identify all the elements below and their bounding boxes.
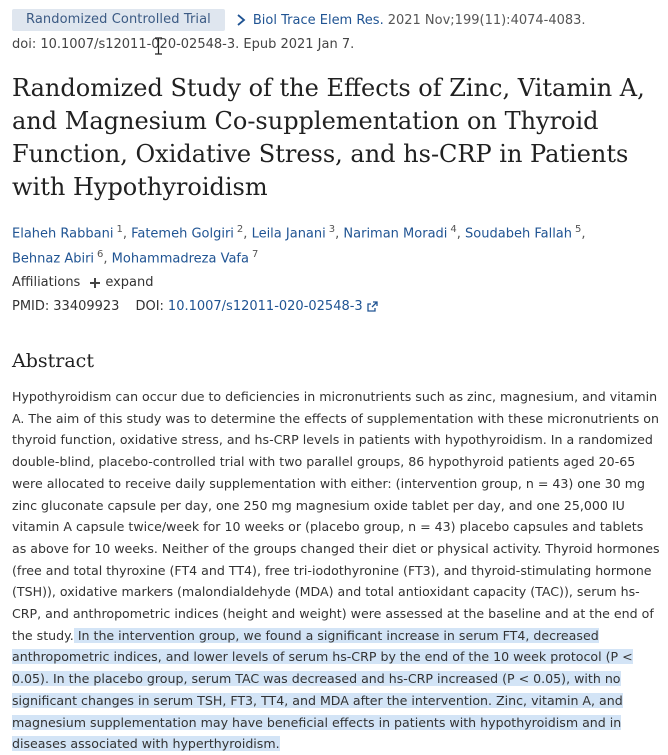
doi-epub-line: doi: 10.1007/s12011-020-02548-3. Epub 2021 Jan 7.: [12, 37, 355, 52]
abstract-heading: Abstract: [12, 350, 94, 372]
author-link[interactable]: Fatemeh Golgiri: [131, 226, 234, 242]
author-link[interactable]: Behnaz Abiri: [12, 251, 95, 267]
author-link[interactable]: Elaheh Rabbani: [12, 226, 114, 242]
affiliation-ref[interactable]: 4: [450, 224, 457, 235]
external-link-icon: [367, 301, 378, 312]
abstract-body: Hypothyroidism can occur due to deficiencies in micronutrients such as zinc, magnesium, and vitamin A. The aim of this study was to determine the effects of supplementation with these micronutrients on thyroid function, oxidative stress, and hs-CRP levels in patients with hypothyroidism. In a randomized double-blind, placebo-controlled trial with two parallel groups, 86 hypothyroid patients aged 20-65 were allocated to receive daily supplementation with either: (intervention group, n = 43) one 30 mg zinc gluconate capsule per day, one 250 mg magnesium oxide tablet per day, and one 25,000 IU vitamin A capsule twice/week for 10 weeks or (placebo group, n = 43) placebo capsules and tablets as above for 10 weeks. Neither of the groups changed their diet or physical activity. Thyroid hormones (free and total thyroxine (FT4 and TT4), free tri-iodothyronine (FT3), and thyroid-stimulating hormone (TSH)), oxidative markers (malondialdehyde (MDA) and total antioxidant capacity (TAC)), serum hs-CRP, and anthropometric indices (height and weight) were assessed at the baseline and at the end of the study.: [12, 389, 660, 643]
affiliations-toggle[interactable]: [12, 275, 154, 290]
expand-label[interactable]: expand: [105, 275, 154, 290]
article-title: Randomized Study of the Effects of Zinc, Vitamin A, and Magnesium Co-supplementation on Thyroid Function, Oxidative Stress, and hs-CRP in Patients with Hypothyroidism: [12, 74, 645, 201]
abstract-text: [12, 386, 660, 755]
doi-link[interactable]: 10.1007/s12011-020-02548-3: [167, 299, 363, 314]
affiliation-ref[interactable]: 2: [236, 224, 244, 235]
affiliation-ref[interactable]: 7: [251, 249, 259, 261]
chevron-right-icon: [235, 13, 247, 27]
affiliation-ref[interactable]: 3: [328, 224, 336, 235]
publication-type-badge[interactable]: Randomized Controlled Trial: [12, 9, 225, 31]
doi-label: DOI:: [135, 299, 164, 314]
affiliation-ref[interactable]: 6: [97, 249, 104, 261]
citation-bar: [12, 8, 586, 32]
pmid-label: PMID:: [12, 299, 50, 314]
selected-text: In the intervention group, we found a significant increase in serum FT4, decreased anthropometric indices, and lower levels of serum hs-CRP by the end of the 10 week protocol (P < 0.05). In the placebo group, serum TAC was decreased and hs-CRP increased (P < 0.05), with no significant changes in serum TSH, FT3, TT4, and MDA after the intervention. Zinc, vitamin A, and magnesium supplementation may have beneficial effects in patients with hypothyroidism and in diseases associated with hyperthyroidism.: [12, 627, 633, 752]
affiliation-ref[interactable]: 1: [116, 224, 123, 235]
text-cursor-icon: [154, 37, 163, 55]
journal-link[interactable]: Biol Trace Elem Res.: [252, 12, 384, 28]
author-link[interactable]: Soudabeh Fallah: [465, 226, 573, 242]
plus-icon: [90, 278, 100, 288]
author-link[interactable]: Leila Janani: [251, 226, 326, 242]
identifiers: [12, 299, 378, 314]
author-link[interactable]: Nariman Moradi: [343, 226, 448, 242]
author-list: Elaheh Rabbani $^1$, Fatemeh Golgiri $^2$, Leila Janani $^3$, Nariman Moradi $^4$, Soudabeh Fallah $^5$, Behnaz Abiri $^6$, Mohammadreza Vafa $^7$: [12, 224, 586, 267]
affiliation-ref[interactable]: 5: [575, 224, 582, 235]
affiliations-label: Affiliations: [12, 275, 81, 290]
citation-date: 2021 Nov;199(11):4074-4083.: [387, 12, 586, 28]
author-link[interactable]: Mohammadreza Vafa: [111, 251, 249, 267]
pmid-value: 33409923: [53, 299, 120, 314]
